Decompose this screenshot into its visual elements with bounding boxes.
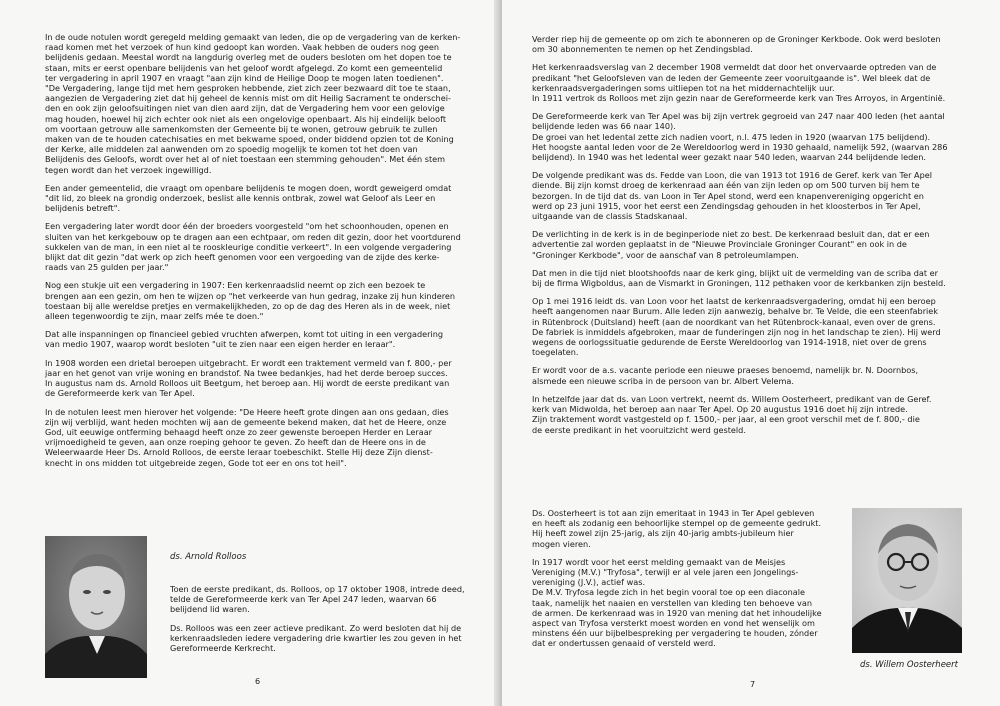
paragraph: De Gereformeerde kerk van Ter Apel was bij zijn vertrek gegroeid van 247 naar 400 leden (het aantal belijdende leden was 66 naar 140). De groei van het ledental zette zich nadien voort, n.l. 475 leden in 1920 (waarvan 175 belijdend). Het hoogste aantal leden voor de 2e Wereldoorlog werd in 1930 gehaald, namelijk 592, (waarvan 286 belijdend). In 1940 was het ledental weer gezakt naar 540 leden, waarvan 244 belijdende leden.	[532, 111, 948, 163]
paragraph: Ds. Rolloos was een zeer actieve predikant. Zo werd besloten dat hij de kerkenraadsleden iedere vergadering drie kwartier les zou geven in het Gereformeerde Kerkrecht.	[170, 622, 462, 654]
left-side-text	[170, 584, 470, 661]
caption-rolloos: ds. Arnold Rolloos	[170, 552, 247, 562]
paragraph: Op 1 mei 1916 leidt ds. van Loon voor het laatst de kerkenraadsvergadering, omdat hij een beroep heeft aangenomen naar Burum. Alle leden zijn aanwezig, behalve br. Te Velde, die een steenfabriek in Rütenbrock (Duitsland) heeft (aan de noordkant van het Rütenbrock-kanaal, even over de grens. De fabriek is inmiddels afgebroken, maar de funderingen zijn nog in het landschap te zien). Hij werd wegens de oorlogssituatie gedurende de Eerste Wereldoorlog van 1914-1918, niet over de grens toegelaten.	[532, 296, 941, 358]
paragraph: Dat alle inspanningen op financieel gebied vruchten afwerpen, komt tot uiting in een vergadering van medio 1907, waarop wordt besloten "uit te zien naar een eigen herder en leraar".	[45, 329, 444, 350]
portrait-photo-oosterheert	[852, 508, 962, 653]
portrait-rolloos-image	[45, 536, 147, 678]
paragraph: Een ander gemeentelid, die vraagt om openbare belijdenis te mogen doen, wordt geweigerd omdat "dit lid, zo bleek na grondig onderzoek, beslist alle kennis ontbrak, zowel wat Geloof als Leer en belijdenis betreft".	[45, 182, 452, 214]
caption-oosterheert: ds. Willem Oosterheert	[860, 660, 958, 670]
paragraph: Dat men in die tijd niet blootshoofds naar de kerk ging, blijkt uit de vermelding van de scriba dat er bij de firma Wigboldus, aan de Vismarkt in Groningen, 112 pethaken voor de kerkbanken zijn besteld.	[532, 267, 946, 289]
paragraph: In 1908 worden een drietal beroepen uitgebracht. Er wordt een traktement vermeld van f. 800,- per jaar en het genot van vrije woning en brandstof. Na twee bedankjes, had het derde beroep succes. In augustus nam ds. Arnold Rolloos uit Beetgum, het beroep aan. Hij wordt de eerste predikant van de Gereformeerde kerk van Ter Apel.	[45, 357, 452, 399]
paragraph: Een vergadering later wordt door één der broeders voorgesteld "om het schoonhouden, openen en sluiten van het kerkgebouw op te dragen aan een echtpaar, om reden dit gezin, door het voortdurend sukkelen van de man, in een niet al te rooskleurige conditie verkeert". In een volgende vergadering blijkt dat dit gezin "dat werk op zich heeft genomen voor een vergoeding van de zijde des kerke- raads van 25 gulden per jaar."	[45, 221, 461, 273]
right-side-text	[532, 508, 842, 657]
paragraph: In de oude notulen wordt geregeld melding gemaakt van leden, die op de vergadering van de kerken- raad komen met het verzoek of hun kind gedoopt kan worden. Vaak hebben de ouders nog geen belijdenis gedaan. Meestal wordt na langdurig overleg met de ouders besloten om het dopen toe te staan, mits er eerst openbare belijdenis van het geloof wordt afgelegd. Zo komt een gemeentelid ter vergadering in april 1907 en vraagt "aan zijn kind de Heilige Doop te mogen laten toedienen". "De Vergadering, lange tijd met hem gesproken hebbende, ziet zich zeer bezwaard dit toe te staan, aangezien de Vergadering ziet dat hij geheel de kennis mist om dit Heilig Sacrament te onderschei- den en ook zijn geloofsuitingen niet van dien aard zijn, dat de Vergadering hem voor een gelovige mag houden, hoewel hij zich echter ook niet als een ongelovige openbaart. Als hij eindelijk belooft om voortaan getrouw alle samenkomsten der Gemeente bij te wonen, getrouw gebruik te zullen maken van de te houden catechisaties en met bekwame spoed, onder biddend opzien tot de Koning der Kerke, alle middelen zal aanwenden om zo spoedig mogelijk te komen tot het doen van Belijdenis des Geloofs, wordt over het al of niet toestaan een stemming gehouden". Met één stem tegen wordt dan het verzoek ingewilligd.	[45, 32, 461, 175]
paragraph: Toen de eerste predikant, ds. Rolloos, op 17 oktober 1908, intrede deed, telde de Gereformeerde kerk van Ter Apel 247 leden, waarvan 66 belijdend lid waren.	[170, 584, 465, 615]
paragraph: De verlichting in de kerk is in de beginperiode niet zo best. De kerkenraad besluit dan, dat er een advertentie zal worden geplaatst in de "Nieuwe Provinciale Groninger Courant" en ook in de "Groninger Kerkbode", voor de aanschaf van 8 petroleumlampen.	[532, 229, 930, 260]
page-number-right: 7	[750, 680, 756, 689]
paragraph: In 1917 wordt voor het eerst melding gemaakt van de Meisjes Vereniging (M.V.) "Tryfosa", terwijl er al vele jaren een Jongelings- vereniging (J.V.), actief was. De M.V. Tryfosa legde zich in het begin vooral toe op een diaconale taak, namelijk het naaien en verstellen van kleding ten behoeve van de armen. De kerkenraad was in 1920 van mening dat het inhoudelijke aspect van Tryfosa versterkt moest worden en vond het wenselijk om minstens één uur bijbelbespreking per vergadering te houden, zónder dat er ondertussen genaaid of versteld werd.	[532, 556, 822, 649]
paragraph: De volgende predikant was ds. Fedde van Loon, die van 1913 tot 1916 de Geref. kerk van Ter Apel diende. Bij zijn komst droeg de kerkenraad aan één van zijn leden op om 500 turven bij hem te bezorgen. In de tijd dat ds. van Loon in Ter Apel stond, werd een knapenvereniging opgericht en werd op 23 juni 1915, voor het eerst een Zendingsdag gehouden in het kloosterbos in Ter Apel, uitgaande van de classis Stadskanaal.	[532, 170, 933, 222]
paragraph: In hetzelfde jaar dat ds. van Loon vertrekt, neemt ds. Willem Oosterheert, predikant van de Geref. kerk van Midwolda, het beroep aan naar Ter Apel. Op 20 augustus 1916 doet hij zijn intrede. Zijn traktement wordt vastgesteld op f. 1500,- per jaar, al een groot verschil met de f. 800,- die de eerste predikant in het vooruitzicht werd gesteld.	[532, 393, 932, 435]
paragraph: Er wordt voor de a.s. vacante periode een nieuwe praeses benoemd, namelijk br. N. Doornbos, alsmede een nieuwe scriba in de persoon van br. Albert Velema.	[532, 365, 919, 386]
page-left	[0, 0, 498, 706]
right-main-text	[532, 34, 962, 443]
portrait-photo-rolloos	[45, 536, 147, 678]
left-main-text	[45, 32, 465, 476]
paragraph: Het kerkenraadsverslag van 2 december 1908 vermeldt dat door het onvervaarde optreden van de predikant "het Geloofsleven van de leden der Gemeente zeer vooruitgaande is". Wel bleek dat de kerkenraadsvergaderingen soms uitliepen tot na het middernachtelijk uur. In 1911 vertrok ds Rolloos met zijn gezin naar de Gereformeerde kerk van Tres Arroyos, in Argentinië.	[532, 62, 946, 104]
page-number-left: 6	[255, 677, 261, 686]
page-right	[502, 0, 1000, 706]
paragraph: Ds. Oosterheert is tot aan zijn emeritaat in 1943 in Ter Apel gebleven en heeft als zodanig een behoorlijke stempel op de gemeente gedrukt. Hij heeft zowel zijn 25-jarig, als zijn 40-jarig ambts-jubileum hier mogen vieren.	[532, 508, 822, 549]
portrait-oosterheert-image	[852, 508, 962, 653]
paragraph: In de notulen leest men hierover het volgende: "De Heere heeft grote dingen aan ons gedaan, dies zijn wij verblijd, want heden mochten wij aan de gemeente bekend maken, dat het de Heere, onze God, uit eeuwige ontferming behaagd heeft onze zo zeer gewenste beroepen Herder en Leraar vrijmoedigheid te geven, aan onze roeping gehoor te geven. Zo heeft dan de Heere ons in de Weleerwaarde Heer Ds. Arnold Rolloos, de eerste leraar toebeschikt. Stelle Hij deze Zijn dienst- knecht in ons midden tot uitgebreide zegen, Gode tot eer en ons tot heil".	[45, 406, 449, 468]
paragraph: Verder riep hij de gemeente op om zich te abonneren op de Groninger Kerkbode. Ook werd besloten om 30 abonnementen te nemen op het Zendingsblad.	[532, 34, 941, 55]
paragraph: Nog een stukje uit een vergadering in 1907: Een kerkenraadslid neemt op zich een bezoek te brengen aan een gezin, om hen te wijzen op "het verkeerde van hun gedrag, inzake zij hun kinderen toestaan bij alle wereldse pretjes en vermakelijkheden, zo op de dag des Heren als in de week, niet alleen tegenwoordig te zijn, maar zelfs mée te doen."	[45, 280, 456, 322]
